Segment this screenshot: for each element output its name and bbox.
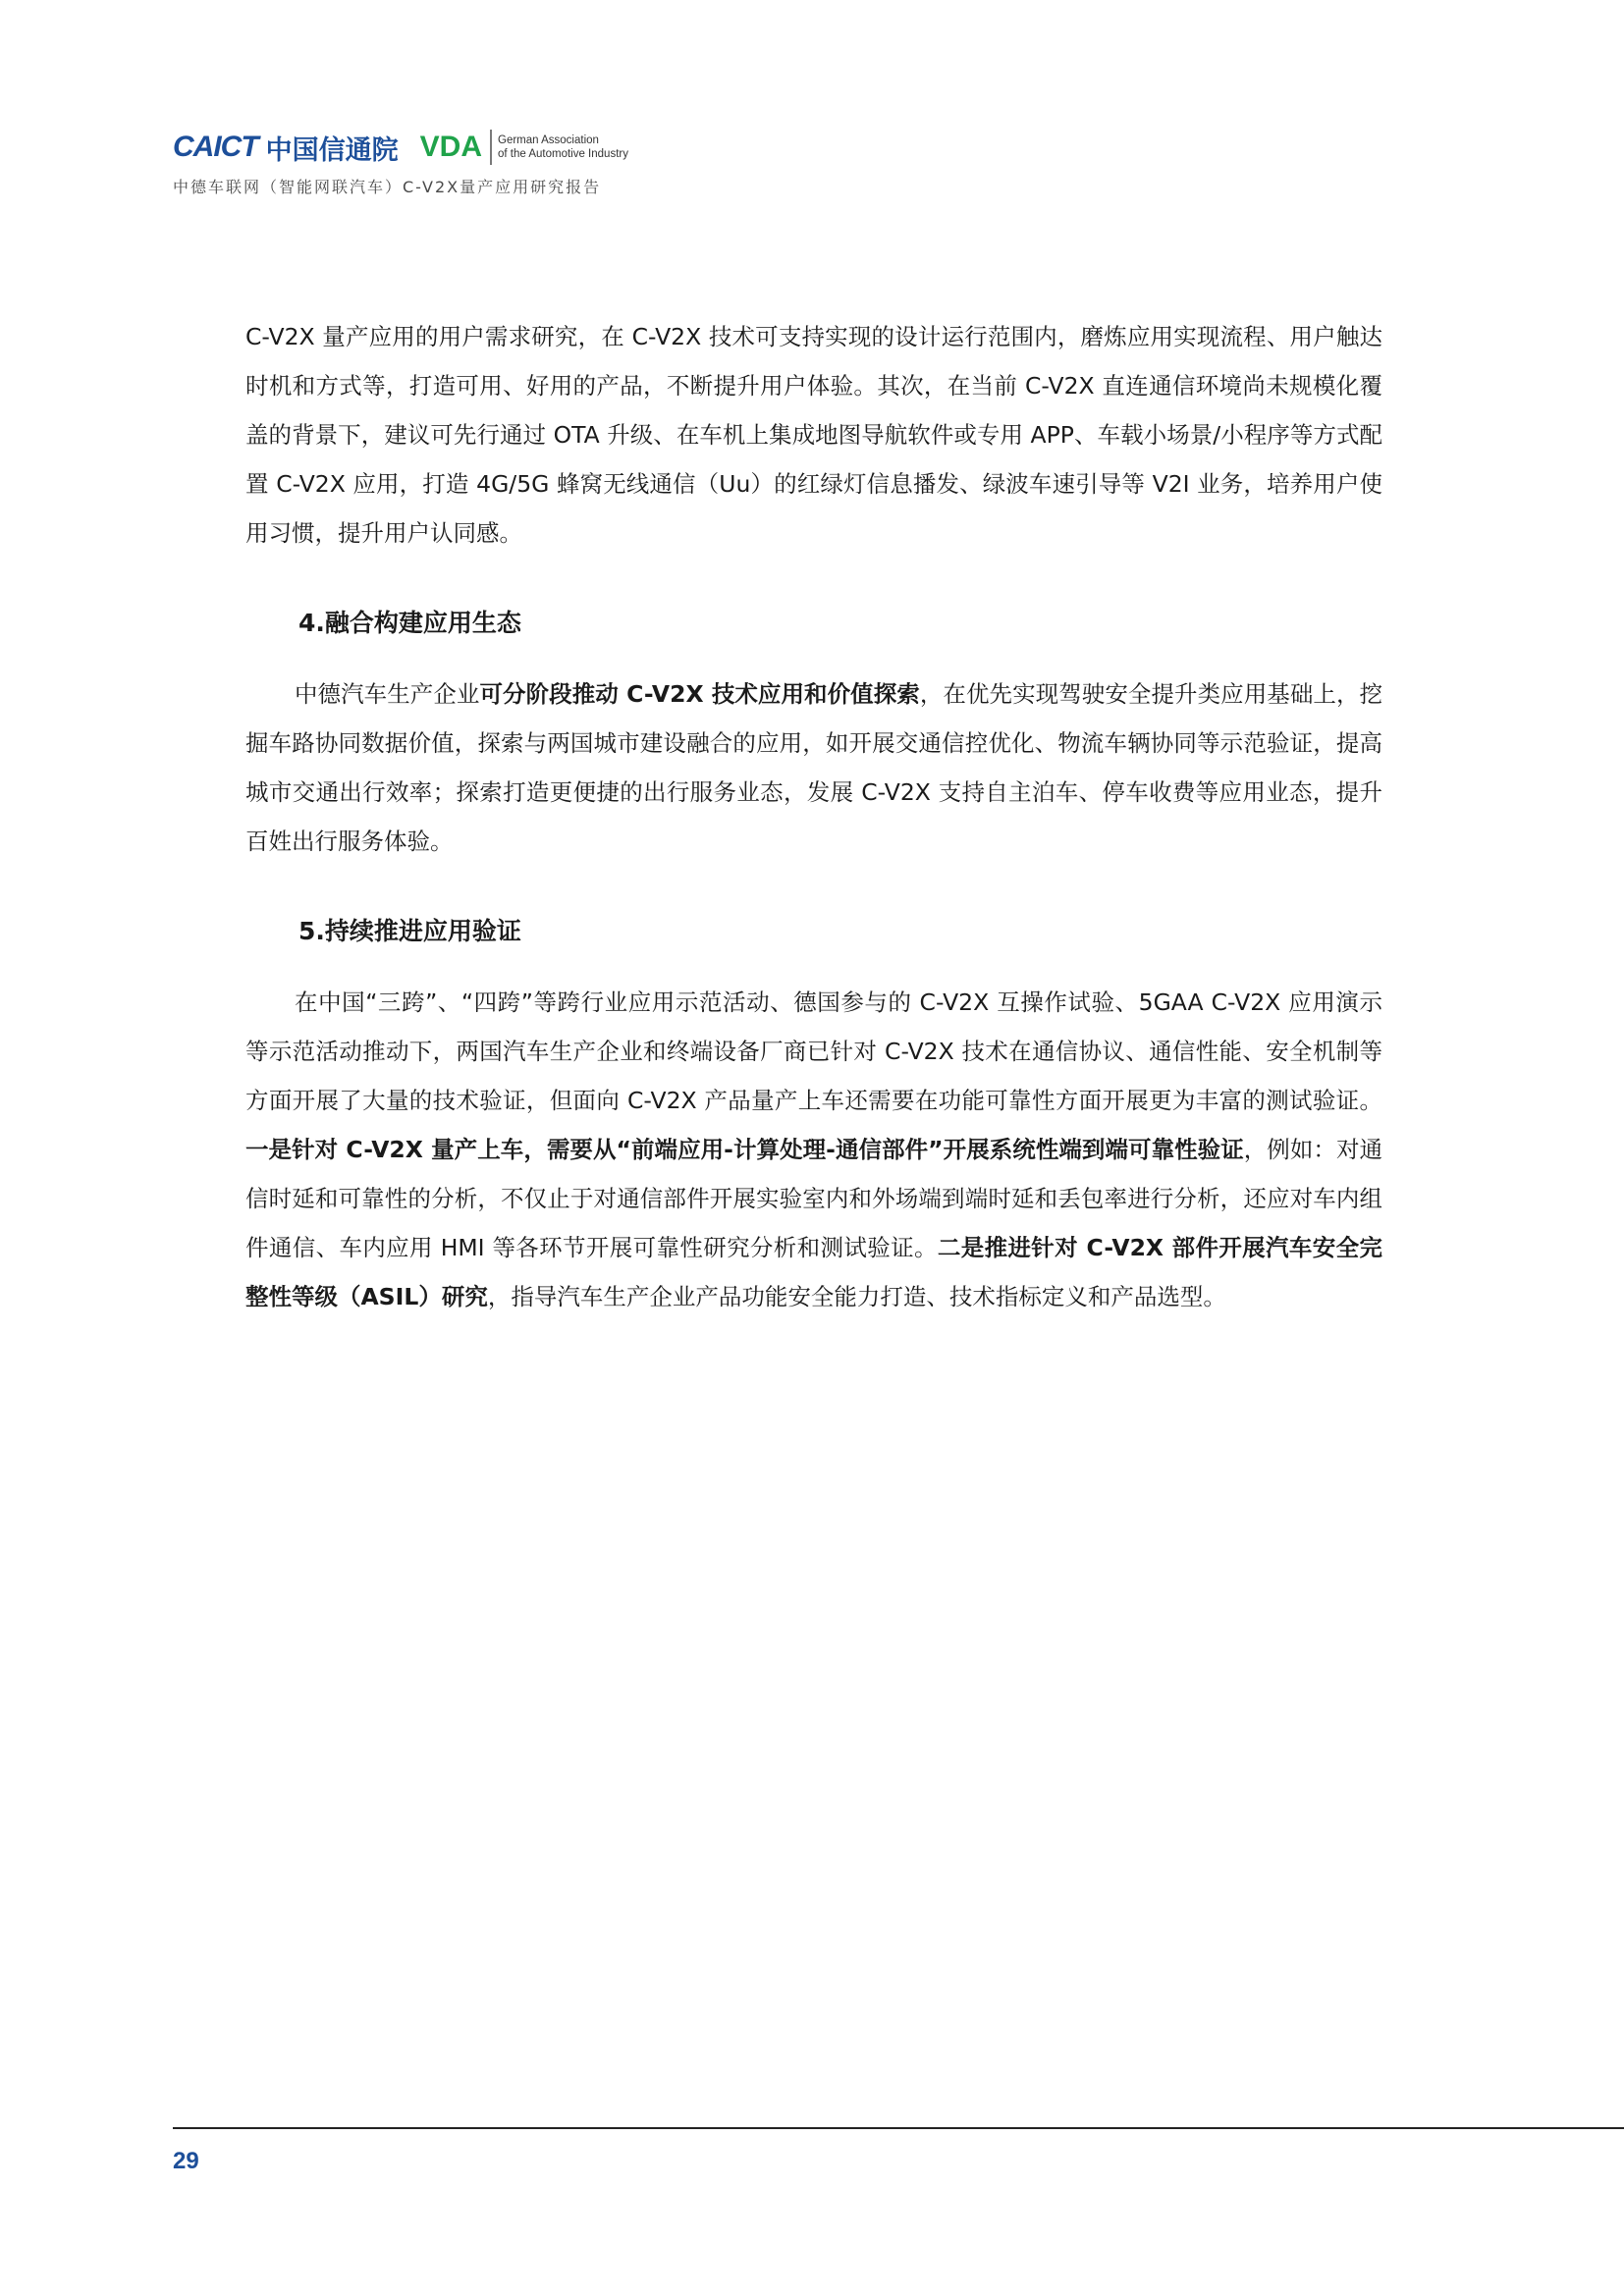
page-body bbox=[245, 312, 1382, 1321]
logo-divider bbox=[490, 130, 492, 165]
section-heading-5: 5.持续推进应用验证 bbox=[298, 917, 521, 945]
paragraph-ecosystem-post: ，在优先实现驾驶安全提升类应用基础上，挖掘车路协同数据价值，探索与两国城市建设融合的应用，如开展交通信控优化、物流车辆协同等示范验证，提高城市交通出行效率；探索打造更便捷的出行服务业态，发展 C-V2X 支持自主泊车、停车收费等应用业态，提升百姓出行服务体验。 bbox=[245, 680, 1382, 855]
report-title: 中德车联网（智能网联汽车）C-V2X量产应用研究报告 bbox=[173, 178, 602, 196]
paragraph-ecosystem-pre: 中德汽车生产企业 bbox=[295, 680, 480, 708]
vda-logo: VDA bbox=[419, 131, 482, 163]
logo-row bbox=[173, 126, 628, 169]
vda-name-line1: German Association bbox=[498, 134, 599, 146]
paragraph-ecosystem-bold: 可分阶段推动 C-V2X 技术应用和价值探索 bbox=[479, 680, 920, 708]
paragraph-verification-e: ，指导汽车生产企业产品功能安全能力打造、技术指标定义和产品选型。 bbox=[487, 1283, 1226, 1310]
paragraph-verification bbox=[245, 978, 1382, 1321]
paragraph-verification-d: 二是推进针对 C-V2X 部件开展汽车安全完整性等级（ASIL）研究 bbox=[245, 1234, 1382, 1310]
caict-cn-name: 中国信通院 bbox=[265, 134, 399, 166]
section-heading-4: 4.融合构建应用生态 bbox=[298, 609, 521, 637]
paragraph-ecosystem bbox=[245, 669, 1382, 866]
paragraph-verification-a: 在中国“三跨”、“四跨”等跨行业应用示范活动、德国参与的 C-V2X 互操作试验、5GAA C-V2X 应用演示等示范活动推动下，两国汽车生产企业和终端设备厂商已针对 C-V2X 技术在通信协议、通信性能、安全机制等方面开展了大量的技术验证，但面向 C-V2X 产品量产上车还需要在功能可靠性方面开展更为丰富的测试验证。 bbox=[245, 988, 1382, 1114]
page-header bbox=[173, 126, 628, 197]
paragraph-verification-c: ，例如：对通信时延和可靠性的分析，不仅止于对通信部件开展实验室内和外场端到端时延和丢包率进行分析，还应对车内组件通信、车内应用 HMI 等各环节开展可靠性研究分析和测试验证。 bbox=[245, 1136, 1382, 1261]
footer-divider bbox=[173, 2127, 1624, 2129]
page-number: 29 bbox=[173, 2148, 199, 2174]
caict-logo: CAICT bbox=[173, 131, 258, 163]
paragraph-user-demand: C-V2X 量产应用的用户需求研究，在 C-V2X 技术可支持实现的设计运行范围内，磨炼应用实现流程、用户触达时机和方式等，打造可用、好用的产品，不断提升用户体验。其次，在当前 C-V2X 直连通信环境尚未规模化覆盖的背景下，建议可先行通过 OTA 升级、在车机上集成地图导航软件或专用 APP、车载小场景/小程序等方式配置 C-V2X 应用，打造 4G/5G 蜂窝无线通信（Uu）的红绿灯信息播发、绿波车速引导等 V2I 业务，培养用户使用习惯，提升用户认同感。 bbox=[245, 323, 1382, 547]
paragraph-verification-b: 一是针对 C-V2X 量产上车，需要从“前端应用-计算处理-通信部件”开展系统性端到端可靠性验证 bbox=[245, 1136, 1244, 1163]
vda-name-line2: of the Automotive Industry bbox=[498, 148, 628, 160]
vda-full-name bbox=[498, 133, 628, 161]
